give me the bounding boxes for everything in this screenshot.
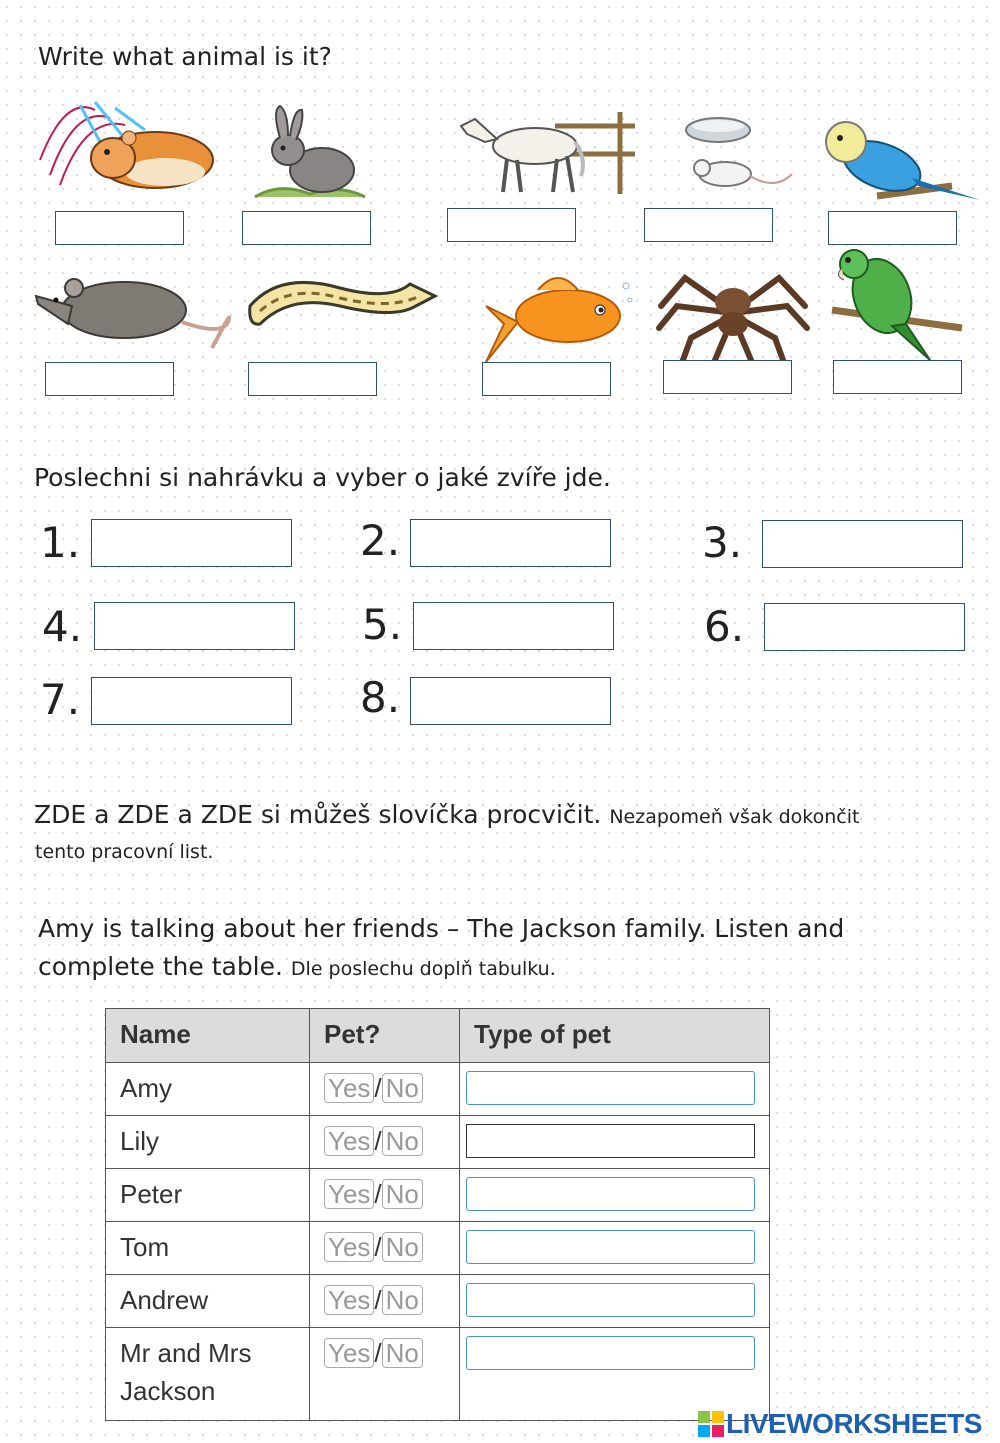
no-option[interactable]: No <box>382 1285 423 1315</box>
table-row <box>106 1169 770 1222</box>
table-instructions-1: Amy is talking about her friends – The Jackson family. Listen and <box>38 914 845 943</box>
rabbit-icon <box>250 102 368 200</box>
item-number-8: 8. <box>360 673 401 722</box>
yes-option[interactable]: Yes <box>324 1179 374 1209</box>
pet-choice: Yes / No <box>310 1328 460 1421</box>
item-number-1: 1. <box>40 518 81 567</box>
table-row <box>106 1116 770 1169</box>
header-type-of-pet: Type of pet <box>460 1009 770 1063</box>
answer-box-1[interactable] <box>55 211 184 245</box>
type-cell <box>460 1116 770 1169</box>
yes-option[interactable]: Yes <box>324 1232 374 1262</box>
row-name: Lily <box>106 1116 310 1169</box>
pet-choice: Yes / No <box>310 1169 460 1222</box>
listen-answer-4[interactable] <box>94 602 295 650</box>
parrot-icon <box>828 246 966 362</box>
budgie-icon <box>822 116 982 210</box>
listen-answer-6[interactable] <box>764 603 965 651</box>
rat-icon <box>32 266 238 358</box>
header-pet: Pet? <box>310 1009 460 1063</box>
header-name: Name <box>106 1009 310 1063</box>
type-of-pet-input[interactable] <box>466 1283 755 1317</box>
hamster-icon <box>35 100 217 200</box>
practice-note: Nezapomeň však dokončit <box>609 806 860 828</box>
pet-choice: Yes / No <box>310 1275 460 1328</box>
yes-option[interactable]: Yes <box>324 1338 374 1368</box>
listen-answer-2[interactable] <box>410 519 611 567</box>
answer-box-8[interactable] <box>482 362 611 396</box>
type-of-pet-input[interactable] <box>466 1071 755 1105</box>
table-row <box>106 1328 770 1421</box>
answer-box-6[interactable] <box>45 362 174 396</box>
pet-choice: Yes / No <box>310 1222 460 1275</box>
answer-box-9[interactable] <box>663 360 792 394</box>
item-number-4: 4. <box>42 602 83 651</box>
item-number-7: 7. <box>40 675 81 724</box>
answer-box-7[interactable] <box>248 362 377 396</box>
yes-option[interactable]: Yes <box>324 1126 374 1156</box>
answer-box-10[interactable] <box>833 360 962 394</box>
type-cell <box>460 1222 770 1275</box>
section2-title: Poslechni si nahrávku a vyber o jaké zvíře jde. <box>34 463 611 492</box>
type-cell <box>460 1275 770 1328</box>
answer-box-5[interactable] <box>828 211 957 245</box>
listen-answer-7[interactable] <box>91 677 292 725</box>
row-name: Peter <box>106 1169 310 1222</box>
item-number-6: 6. <box>704 602 745 651</box>
item-number-3: 3. <box>702 518 743 567</box>
horse-icon <box>455 104 637 196</box>
item-number-2: 2. <box>360 516 401 565</box>
row-name: Amy <box>106 1063 310 1116</box>
item-number-5: 5. <box>362 600 403 649</box>
row-name: Andrew <box>106 1275 310 1328</box>
answer-box-4[interactable] <box>644 208 773 242</box>
pet-choice: Yes / No <box>310 1063 460 1116</box>
table-row <box>106 1275 770 1328</box>
snake-icon <box>240 266 440 342</box>
table-row <box>106 1063 770 1116</box>
row-name: Mr and Mrs Jackson <box>106 1328 310 1421</box>
liveworksheets-logo-icon <box>698 1411 724 1437</box>
table-header-row <box>106 1009 770 1063</box>
pet-table <box>105 1008 770 1421</box>
row-name: Tom <box>106 1222 310 1275</box>
yes-option[interactable]: Yes <box>324 1073 374 1103</box>
practice-links-text[interactable]: ZDE a ZDE a ZDE si můžeš slovíčka procvičit. <box>34 800 602 829</box>
type-of-pet-input[interactable] <box>466 1124 755 1158</box>
goldfish-icon <box>478 266 638 364</box>
liveworksheets-logo[interactable] <box>698 1408 982 1440</box>
type-cell <box>460 1328 770 1421</box>
type-cell <box>460 1063 770 1116</box>
type-of-pet-input[interactable] <box>466 1336 755 1370</box>
listen-answer-5[interactable] <box>413 602 614 650</box>
listen-answer-3[interactable] <box>762 520 963 568</box>
type-cell <box>460 1169 770 1222</box>
no-option[interactable]: No <box>382 1073 423 1103</box>
brand-text: LIVEWORKSHEETS <box>726 1408 982 1439</box>
no-option[interactable]: No <box>382 1232 423 1262</box>
type-of-pet-input[interactable] <box>466 1230 755 1264</box>
no-option[interactable]: No <box>382 1338 423 1368</box>
yes-option[interactable]: Yes <box>324 1285 374 1315</box>
answer-box-2[interactable] <box>242 211 371 245</box>
listen-answer-1[interactable] <box>91 519 292 567</box>
section1-title: Write what animal is it? <box>38 42 332 71</box>
no-option[interactable]: No <box>382 1126 423 1156</box>
practice-line-1 <box>34 800 859 829</box>
mouse-icon <box>680 116 795 196</box>
table-row <box>106 1222 770 1275</box>
spider-icon <box>655 266 810 362</box>
practice-line-2: tento pracovní list. <box>35 841 214 863</box>
answer-box-3[interactable] <box>447 208 576 242</box>
type-of-pet-input[interactable] <box>466 1177 755 1211</box>
no-option[interactable]: No <box>382 1179 423 1209</box>
listen-answer-8[interactable] <box>410 677 611 725</box>
pet-choice: Yes / No <box>310 1116 460 1169</box>
table-instructions-2: complete the table. Dle poslechu doplň tabulku. <box>38 952 556 981</box>
